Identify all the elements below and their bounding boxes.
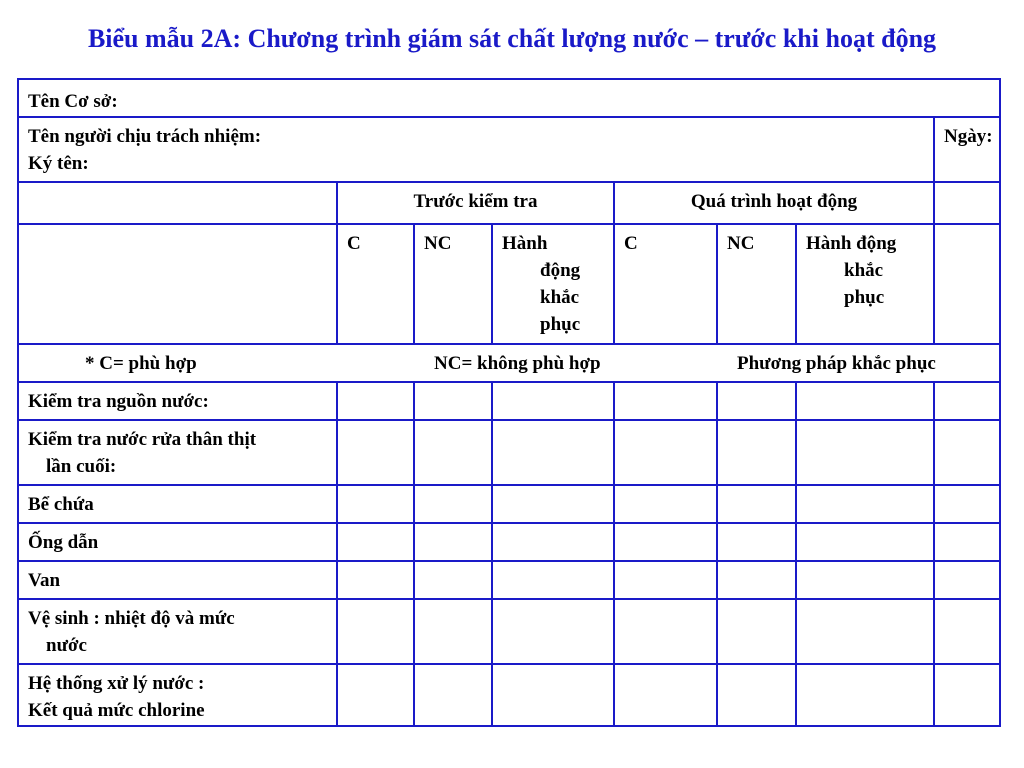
- group-header-row: [18, 182, 1000, 224]
- row-label-text-2: lần cuối:: [46, 456, 117, 477]
- table-row: [18, 599, 1000, 664]
- row-cell[interactable]: [934, 523, 1000, 561]
- date-label: Ngày:: [944, 126, 993, 147]
- row-cell[interactable]: [717, 382, 796, 420]
- row-cell[interactable]: [414, 599, 492, 664]
- legend-c: * C= phù hợp: [85, 353, 197, 374]
- row-label-text: Bể chứa: [28, 494, 94, 515]
- monitoring-form-table: [17, 78, 1001, 727]
- row-label-text: Vệ sinh : nhiệt độ và mức: [28, 608, 235, 629]
- col-action-pre-l4: phục: [540, 314, 581, 335]
- row-cell[interactable]: [337, 382, 414, 420]
- col-action-op-l3: phục: [844, 287, 885, 308]
- col-action-op-l1: Hành động: [806, 233, 897, 254]
- row-cell[interactable]: [414, 485, 492, 523]
- facility-row: [18, 79, 1000, 117]
- row-cell[interactable]: [492, 599, 614, 664]
- row-cell[interactable]: [934, 485, 1000, 523]
- col-nc-pre: NC: [414, 224, 492, 344]
- row-cell[interactable]: [614, 382, 717, 420]
- responsible-row: [18, 117, 1000, 182]
- row-cell[interactable]: [337, 523, 414, 561]
- row-cell[interactable]: [934, 382, 1000, 420]
- column-header-extra: [934, 224, 1000, 344]
- row-cell[interactable]: [717, 664, 796, 726]
- row-cell[interactable]: [796, 523, 934, 561]
- signature-label: Ký tên:: [28, 153, 89, 174]
- column-header-blank: [18, 224, 337, 344]
- row-cell[interactable]: [934, 420, 1000, 485]
- date-cell[interactable]: [934, 117, 1000, 182]
- row-label-text: Kiểm tra nước rửa thân thịt: [28, 429, 257, 450]
- col-action-pre-l3: khắc: [540, 287, 580, 308]
- row-cell[interactable]: [796, 664, 934, 726]
- col-action-pre-l1: Hành: [502, 233, 548, 254]
- row-label: [18, 420, 337, 485]
- row-cell[interactable]: [337, 485, 414, 523]
- row-cell[interactable]: [796, 485, 934, 523]
- table-row: [18, 664, 1000, 726]
- row-cell[interactable]: [796, 420, 934, 485]
- col-action-op: [796, 224, 934, 344]
- legend-cell: [18, 344, 1000, 382]
- row-cell[interactable]: [934, 664, 1000, 726]
- row-cell[interactable]: [414, 561, 492, 599]
- row-cell[interactable]: [717, 485, 796, 523]
- row-cell[interactable]: [934, 561, 1000, 599]
- row-label-text: Hệ thống xử lý nước :: [28, 673, 205, 694]
- row-label: [18, 599, 337, 664]
- table-row: [18, 420, 1000, 485]
- facility-label: Tên Cơ sở:: [28, 91, 118, 112]
- group-header-blank: [18, 182, 337, 224]
- legend-row: [18, 344, 1000, 382]
- row-label: [18, 382, 337, 420]
- row-cell[interactable]: [337, 664, 414, 726]
- col-action-op-l2: khắc: [844, 260, 884, 281]
- row-cell[interactable]: [614, 664, 717, 726]
- row-cell[interactable]: [492, 561, 614, 599]
- row-cell[interactable]: [614, 561, 717, 599]
- row-cell[interactable]: [796, 561, 934, 599]
- row-label: [18, 664, 337, 726]
- table-row: [18, 485, 1000, 523]
- row-cell[interactable]: [414, 664, 492, 726]
- col-c-pre: C: [337, 224, 414, 344]
- legend-nc: NC= không phù hợp: [434, 353, 601, 374]
- row-cell[interactable]: [717, 599, 796, 664]
- row-cell[interactable]: [337, 561, 414, 599]
- group-operation: Quá trình hoạt động: [614, 182, 934, 224]
- row-cell[interactable]: [717, 523, 796, 561]
- row-cell[interactable]: [614, 485, 717, 523]
- row-cell[interactable]: [414, 420, 492, 485]
- row-label-text-2: nước: [46, 635, 87, 656]
- row-label-text: Van: [28, 570, 61, 591]
- row-cell[interactable]: [414, 523, 492, 561]
- row-cell[interactable]: [614, 420, 717, 485]
- table-row: [18, 523, 1000, 561]
- row-label-text-2: Kết quả mức chlorine: [28, 700, 205, 721]
- row-cell[interactable]: [717, 420, 796, 485]
- form-title: Biểu mẫu 2A: Chương trình giám sát chất lượng nước – trước khi hoạt động: [87, 24, 937, 53]
- row-label-text: Ống dẫn: [28, 532, 99, 553]
- row-cell[interactable]: [717, 561, 796, 599]
- row-label-text: Kiểm tra nguồn nước:: [28, 391, 209, 412]
- column-header-row: [18, 224, 1000, 344]
- group-pre-check: Trước kiểm tra: [337, 182, 614, 224]
- table-row: [18, 561, 1000, 599]
- row-cell[interactable]: [492, 420, 614, 485]
- table-row: [18, 382, 1000, 420]
- legend-method: Phương pháp khắc phục: [737, 353, 936, 374]
- col-action-pre-l2: động: [540, 260, 581, 281]
- row-cell[interactable]: [414, 382, 492, 420]
- row-cell[interactable]: [796, 382, 934, 420]
- group-header-extra: [934, 182, 1000, 224]
- row-cell[interactable]: [796, 599, 934, 664]
- row-cell[interactable]: [614, 523, 717, 561]
- row-cell[interactable]: [614, 599, 717, 664]
- responsible-cell[interactable]: [18, 117, 934, 182]
- row-cell[interactable]: [492, 523, 614, 561]
- row-cell[interactable]: [337, 599, 414, 664]
- row-cell[interactable]: [337, 420, 414, 485]
- responsible-label: Tên người chịu trách nhiệm:: [28, 126, 262, 147]
- row-cell[interactable]: [492, 382, 614, 420]
- col-action-pre: [492, 224, 614, 344]
- row-label: [18, 561, 337, 599]
- row-cell[interactable]: [492, 485, 614, 523]
- col-c-op: C: [614, 224, 717, 344]
- col-nc-op: NC: [717, 224, 796, 344]
- row-label: [18, 485, 337, 523]
- row-label: [18, 523, 337, 561]
- facility-cell[interactable]: [18, 79, 1000, 117]
- row-cell[interactable]: [492, 664, 614, 726]
- row-cell[interactable]: [934, 599, 1000, 664]
